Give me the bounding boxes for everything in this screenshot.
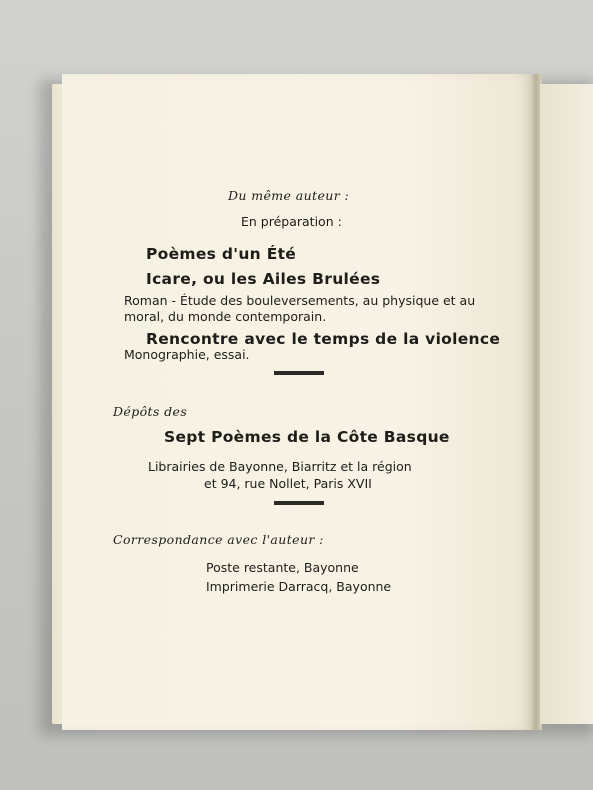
correspondence-line1: Poste restante, Bayonne xyxy=(206,560,359,575)
work-desc-2-line2: moral, du monde contemporain. xyxy=(124,309,327,324)
correspondence-line2: Imprimerie Darracq, Bayonne xyxy=(206,579,392,594)
divider-rule-2 xyxy=(274,501,324,504)
correspondence-heading: Correspondance avec l'auteur : xyxy=(113,532,324,547)
by-same-author-heading: Du même auteur : xyxy=(228,188,350,203)
depots-title: Sept Poèmes de la Côte Basque xyxy=(164,428,450,446)
work-title-3: Rencontre avec le temps de la violence xyxy=(146,330,501,348)
in-preparation-label: En préparation : xyxy=(241,214,342,229)
depots-line2: et 94, rue Nollet, Paris XVII xyxy=(204,476,372,491)
right-page xyxy=(540,84,593,724)
work-desc-2-line1: Roman - Étude des bouleversements, au physique et au xyxy=(124,293,476,308)
work-title-2: Icare, ou les Ailes Brulées xyxy=(146,270,381,288)
left-page xyxy=(62,74,536,730)
divider-rule-1 xyxy=(274,371,324,374)
depots-line1: Librairies de Bayonne, Biarritz et la région xyxy=(148,459,412,474)
work-title-1: Poèmes d'un Été xyxy=(146,245,297,263)
depots-heading: Dépôts des xyxy=(113,404,188,419)
work-desc-3: Monographie, essai. xyxy=(124,347,250,362)
